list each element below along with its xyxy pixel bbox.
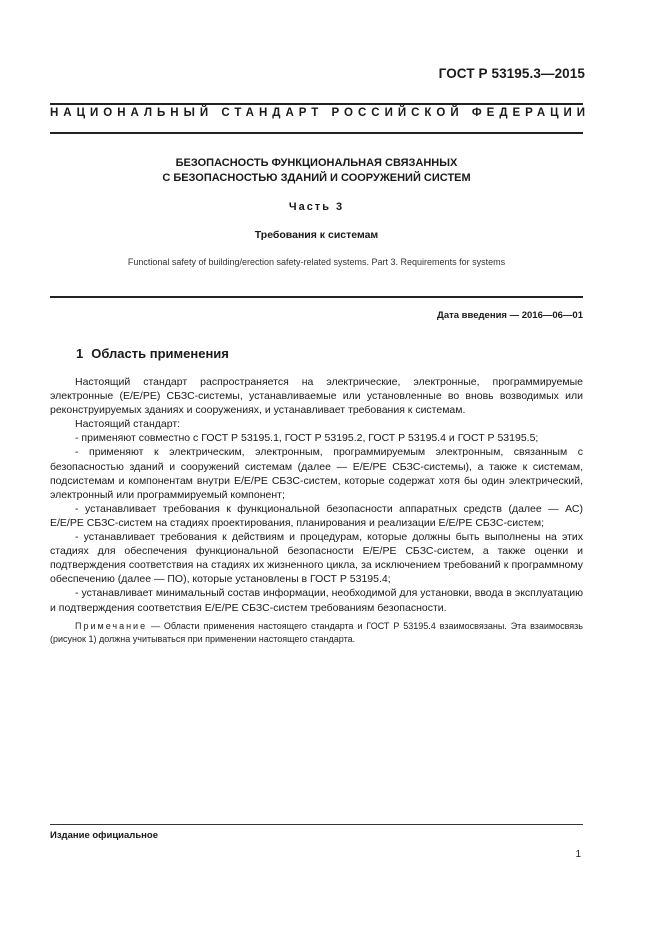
part-label: Часть 3 [288,201,345,213]
document-subtitle: Требования к системам [254,229,379,241]
paragraph: Настоящий стандарт распространяется на электрические, электронные, программируемые электронные (E/E/PE) СБЗС-системы, устанавливаемые или установленные во вновь возводимых или реконструируемых зданиях и сооружениях, и устанавливает требования к системам. [50,376,583,417]
note-paragraph [50,620,583,646]
page-number: 1 [575,849,581,860]
list-item: - устанавливает требования к действиям и процедурам, которые должны быть выполнены на этих стадиях для обеспечения функциональной безопасности E/E/PE СБЗС-систем, а также оценки и подтверждения соответствия на стадиях их жизненного цикла, за исключением требований к программному обеспечению (далее — ПО), которые установлены в ГОСТ Р 53195.4; [50,531,583,586]
section-title: Область применения [91,346,229,361]
paragraph: Настоящий стандарт: [75,418,181,431]
official-edition-label: Издание официальное [50,830,158,841]
national-standard-banner: НАЦИОНАЛЬНЫЙ СТАНДАРТ РОССИЙСКОЙ ФЕДЕРАЦИИ [50,107,591,119]
footer-rule [50,824,583,825]
introduction-date: Дата введения — 2016—06—01 [437,310,583,321]
note-label: Примечание [75,621,148,631]
section-number: 1 [76,346,84,361]
title-bottom-rule [50,296,583,298]
top-rule [50,103,583,105]
list-item: - устанавливает минимальный состав информации, необходимой для установки, ввода в эксплуатацию и подтверждения соответствия E/E/PE СБЗС-систем требованиям безопасности. [50,587,583,614]
section-body [50,375,583,615]
note [50,620,583,646]
document-number: ГОСТ Р 53195.3—2015 [438,66,585,81]
english-title: Functional safety of building/erection safety-related systems. Part 3. Requirements for systems [127,257,506,267]
note-text: — Области применения настоящего стандарта и ГОСТ Р 53195.4 взаимосвязаны. Эта взаимосвязь (рисунок 1) должна учитываться при применении настоящего стандарта. [50,621,583,644]
list-item: - применяют совместно с ГОСТ Р 53195.1, ГОСТ Р 53195.2, ГОСТ Р 53195.4 и ГОСТ Р 53195.5; [75,432,539,445]
document-title [50,156,583,186]
title-line-2: С БЕЗОПАСНОСТЬЮ ЗДАНИЙ И СООРУЖЕНИЙ СИСТЕМ [162,172,471,184]
list-item: - применяют к электрическим, электронным, программируемым электронным, связанным с безопасностью зданий и сооружений системам (далее — E/E/PE СБЗС-системы), а также к системам, подсистемам и компонентам внутри E/E/PE СБЗС-систем, которые содержат хотя бы один электрический, электронный или программируемый компонент; [50,446,583,501]
section-heading [76,346,229,361]
banner-rule [50,132,583,134]
list-item: - устанавливает требования к функциональной безопасности аппаратных средств (далее — АС) E/E/PE СБЗС-систем на стадиях проектирования, планирования и реализации E/E/PE СБЗС-систем; [50,502,583,529]
title-line-1: БЕЗОПАСНОСТЬ ФУНКЦИОНАЛЬНАЯ СВЯЗАННЫХ [175,157,458,169]
